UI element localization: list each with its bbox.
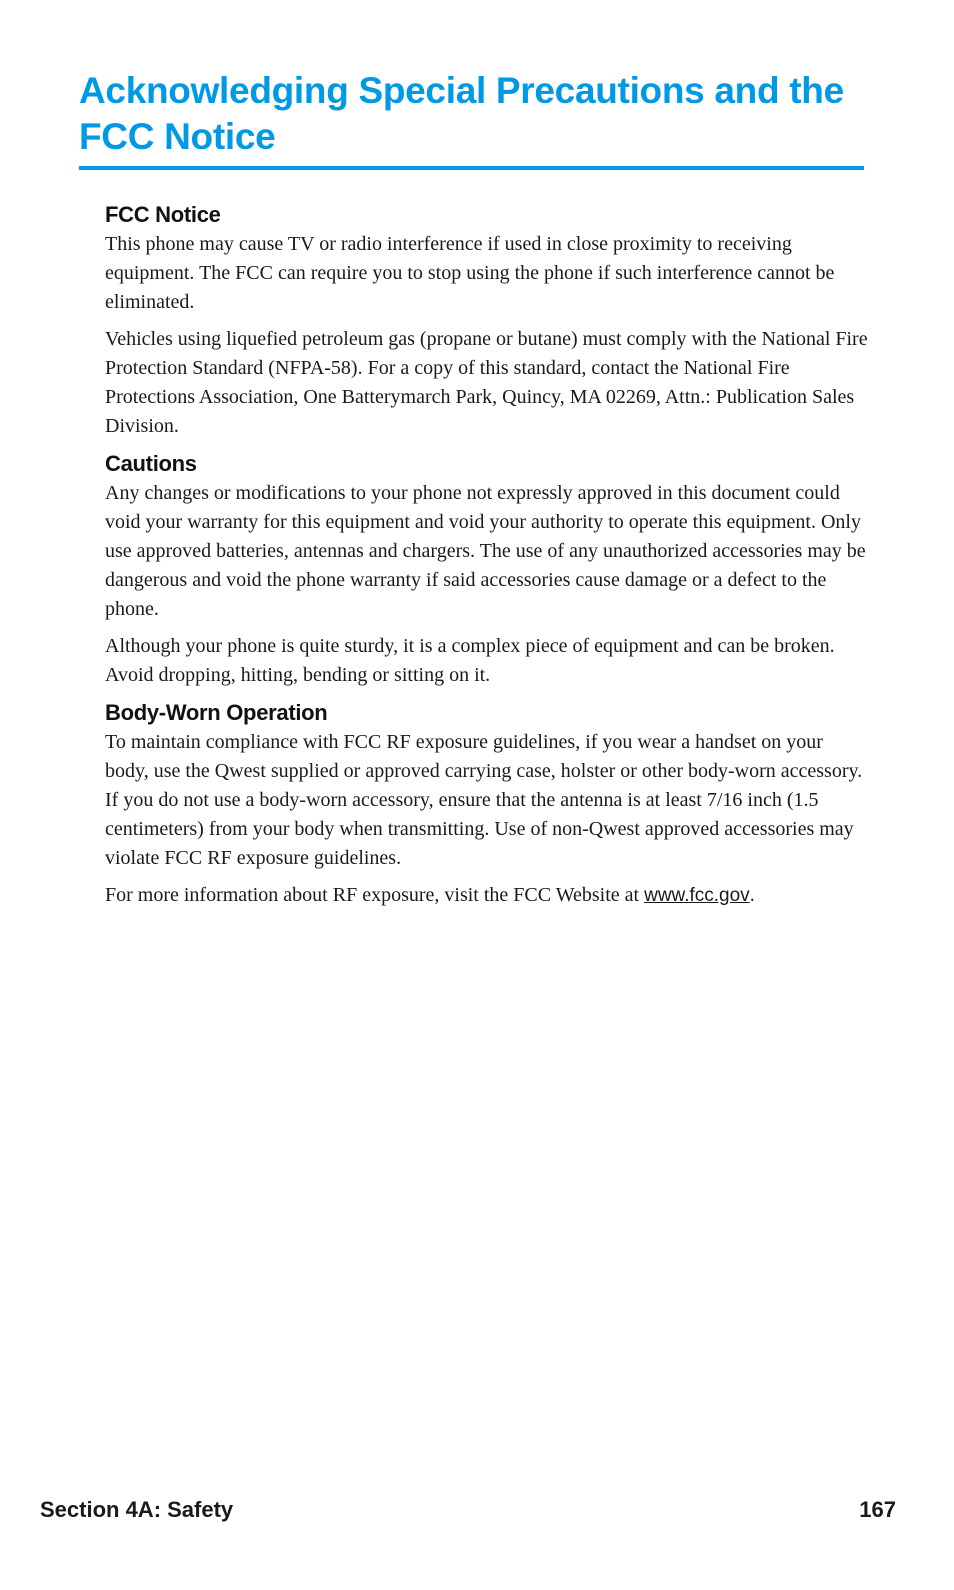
footer-section-label: Section 4A: Safety	[40, 1497, 234, 1522]
section-heading: FCC Notice	[105, 202, 221, 227]
page-title-line-2: FCC Notice	[79, 116, 276, 157]
section-body-worn-operation	[105, 698, 870, 910]
fcc-website-link[interactable]: www.fcc.gov	[644, 885, 750, 906]
footer-page-number: 167	[859, 1497, 896, 1522]
section-fcc-notice	[105, 200, 870, 441]
paragraph: Any changes or modifications to your phone not expressly approved in this document could void your warranty for this equipment and void your authority to operate this equipment. Only use approved batteries, antennas and chargers. The use of any unauthorized accessories may be dangerous and void the phone warranty if said accessories cause damage or a defect to the phone.	[105, 482, 866, 620]
section-heading: Body-Worn Operation	[105, 700, 328, 725]
paragraph-rf-exposure-info	[105, 881, 870, 910]
closing-period: .	[749, 884, 755, 906]
title-divider	[79, 166, 864, 170]
page-title-line-1: Acknowledging Special Precautions and the	[79, 70, 844, 111]
section-heading: Cautions	[105, 451, 197, 476]
rf-exposure-text: For more information about RF exposure, visit the FCC Website at	[105, 884, 645, 906]
page-content	[105, 200, 870, 918]
paragraph: Vehicles using liquefied petroleum gas (propane or butane) must comply with the National Fire Protection Standard (NFPA-58). For a copy of this standard, contact the National Fire Protections Association, One Batterymarch Park, Quincy, MA 02269, Attn.: Publication Sales Division.	[105, 328, 868, 437]
page-title	[79, 68, 879, 160]
paragraph: This phone may cause TV or radio interference if used in close proximity to receiving equipment. The FCC can require you to stop using the phone if such interference cannot be eliminated.	[105, 233, 835, 313]
paragraph: Although your phone is quite sturdy, it is a complex piece of equipment and can be broken. Avoid dropping, hitting, bending or sitting on it.	[105, 635, 835, 686]
section-cautions	[105, 449, 870, 690]
paragraph: To maintain compliance with FCC RF exposure guidelines, if you wear a handset on your body, use the Qwest supplied or approved carrying case, holster or other body-worn accessory. If you do not use a body-worn accessory, ensure that the antenna is at least 7/16 inch (1.5 centimeters) from your body when transmitting. Use of non-Qwest approved accessories may violate FCC RF exposure guidelines.	[105, 731, 863, 869]
